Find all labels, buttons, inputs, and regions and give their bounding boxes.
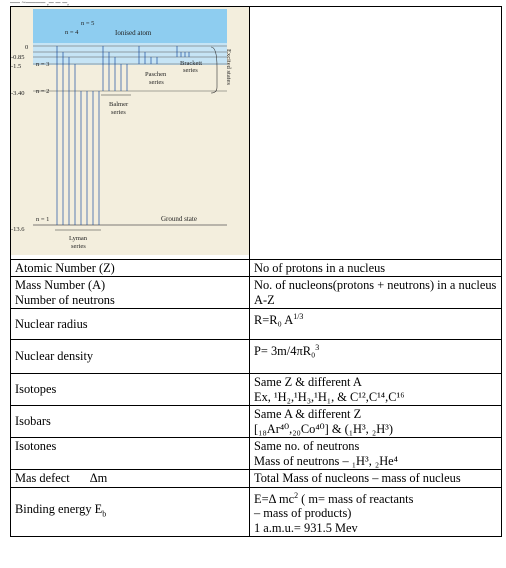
balmer-label-2: series [111, 109, 126, 116]
table-row [11, 309, 502, 340]
ionised-band [33, 9, 227, 43]
def-line: [₁₈Ar⁴⁰,₂₀Co⁴⁰] & (₁H³, ₂H³) [254, 421, 393, 436]
table-row [11, 259, 502, 277]
def-nuclear-radius: R=R₀ $A^{1/3}$ [250, 309, 502, 340]
table-row [11, 438, 502, 470]
def-isobars [250, 406, 502, 438]
term-line: Number of neutrons [15, 292, 115, 307]
energy-level-diagram-cell [11, 7, 250, 260]
brackett-label: Brackett [180, 60, 203, 67]
def-binding-energy [250, 487, 502, 537]
paschen-label-2: series [149, 79, 164, 86]
term-isotones: Isotones [11, 438, 250, 470]
table-row [11, 470, 502, 488]
def-atomic-number: No of protons in a nucleus [250, 259, 502, 277]
label-n1: n = 1 [36, 216, 50, 223]
def-line: Same no. of neutrons [254, 439, 360, 453]
paschen-label: Paschen [145, 71, 167, 78]
def-line: 1 a.m.u.= 931.5 Mev [254, 520, 358, 535]
def-line: No. of nucleons(protons + neutrons) in a nucleus [254, 278, 497, 292]
def-line: Mass of neutrons – ₁H³, ₂He⁴ [254, 453, 399, 468]
table-row [11, 406, 502, 438]
energy-n1: -13.6 [11, 226, 25, 233]
def-nuclear-density: P= 3m/4πR₀$^3$ [250, 340, 502, 374]
term-binding-energy: Binding energy $E_b$ [11, 487, 250, 537]
energy-n3: -1.5 [11, 63, 22, 70]
term-mass-defect: Mas defect Δm [11, 470, 250, 488]
ground-state-label: Ground state [161, 215, 197, 223]
empty-cell [250, 7, 502, 260]
hydrogen-energy-level-diagram [11, 7, 249, 255]
lyman-label-2: series [71, 243, 86, 250]
label-n5: n = 5 [81, 20, 95, 27]
def-isotones [250, 438, 502, 470]
def-isotopes [250, 374, 502, 406]
term-nuclear-radius: Nuclear radius [11, 309, 250, 340]
label-n3: n = 3 [36, 61, 50, 68]
def-line: – mass of products) [254, 506, 352, 521]
def-line: Same A & different Z [254, 407, 362, 421]
energy-n4: -0.85 [11, 54, 25, 61]
lyman-label: Lyman [69, 235, 88, 242]
table-row [11, 340, 502, 374]
def-line: A-Z [254, 292, 275, 307]
brackett-label-2: series [183, 67, 198, 74]
def-line: E=Δ $mc^2$ ( m= mass of reactants [254, 490, 414, 506]
term-line: Mass Number (A) [15, 278, 106, 292]
top-page-fragment: ── ~──── ,─ ─ ─, [10, 0, 69, 6]
table-row [11, 277, 502, 309]
energy-0: 0 [25, 44, 29, 51]
def-line: Same Z & different A [254, 375, 362, 389]
label-n4: n = 4 [65, 29, 79, 36]
energy-n2: -3.40 [11, 90, 25, 97]
figure-row [11, 7, 502, 260]
def-mass-defect: Total Mass of nucleons – mass of nucleus [250, 470, 502, 488]
ionised-atom-label: Ionised atom [115, 29, 152, 37]
term-atomic-number: Atomic Number (Z) [11, 259, 250, 277]
table-row [11, 487, 502, 537]
def-line: Ex, ¹H₂,¹H₃,¹H₁, & C¹²,C¹⁴,C¹⁶ [254, 389, 405, 404]
term-nuclear-density: Nuclear density [11, 340, 250, 374]
label-n2: n = 2 [36, 88, 50, 95]
term-isobars: Isobars [11, 406, 250, 438]
def-mass-number [250, 277, 502, 309]
nuclear-physics-table [10, 6, 502, 537]
term-mass-number [11, 277, 250, 309]
table-row [11, 374, 502, 406]
term-isotopes: Isotopes [11, 374, 250, 406]
excited-states-label: Excited states [225, 49, 232, 85]
balmer-label: Balmer [109, 101, 129, 108]
